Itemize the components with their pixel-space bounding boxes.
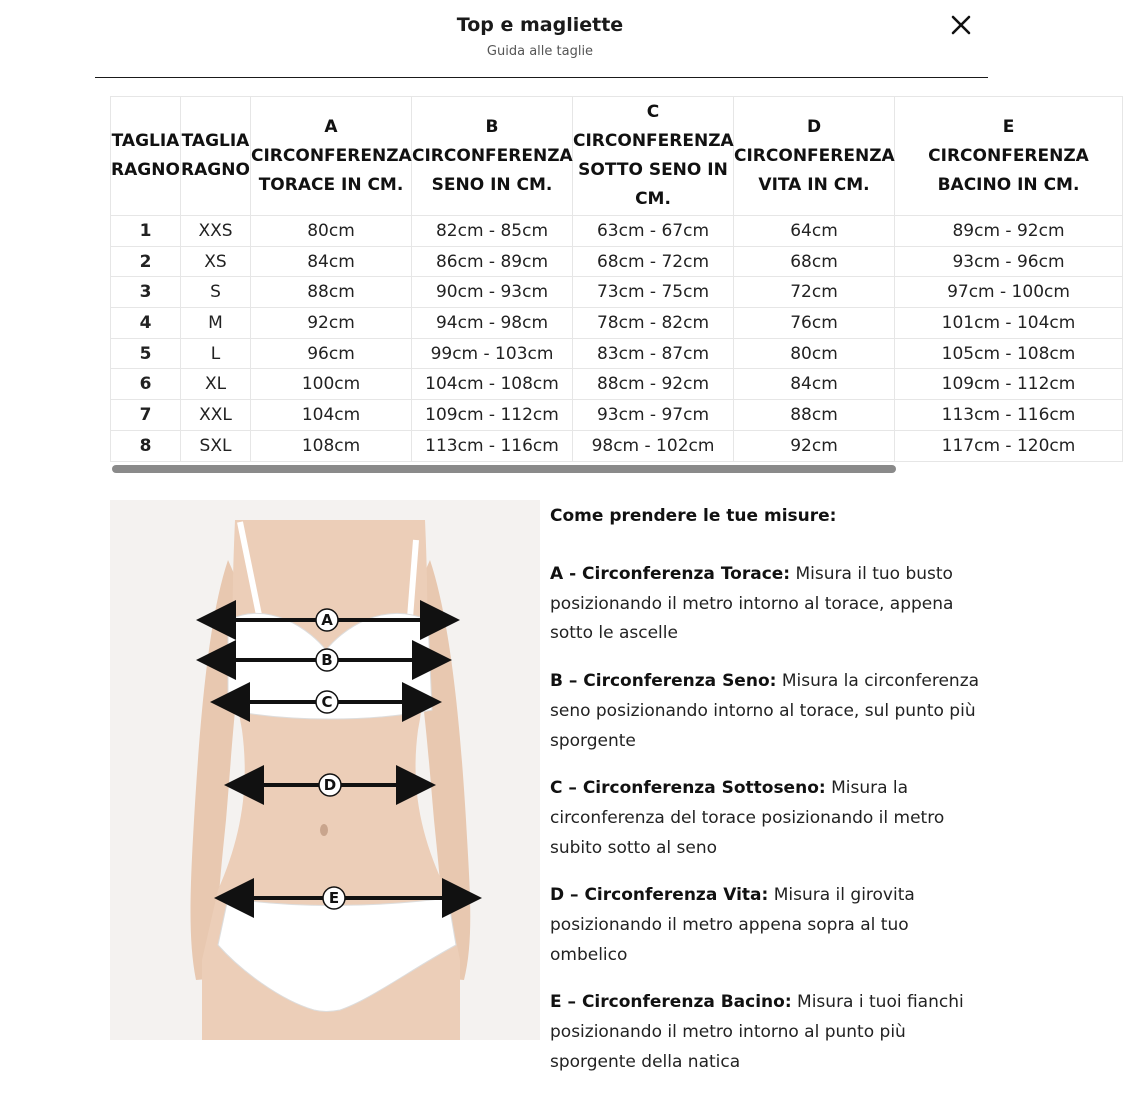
table-cell: 64cm	[734, 216, 895, 247]
header-divider	[95, 77, 988, 78]
measurement-figure	[110, 500, 540, 1040]
table-cell: 80cm	[734, 338, 895, 369]
marker-e-label: E	[328, 889, 340, 907]
marker-c-label: C	[321, 693, 333, 711]
table-cell: SXL	[181, 430, 251, 461]
table-cell: 92cm	[251, 308, 412, 339]
table-cell: 84cm	[734, 369, 895, 400]
table-cell: L	[181, 338, 251, 369]
navel	[320, 824, 328, 836]
table-cell: 6	[111, 369, 181, 400]
table-cell: XXL	[181, 400, 251, 431]
table-cell: 82cm - 85cm	[412, 216, 573, 247]
table-cell: 93cm - 96cm	[895, 246, 1123, 277]
modal-header	[0, 0, 1080, 78]
guide-item-d	[550, 881, 980, 970]
table-cell: 4	[111, 308, 181, 339]
table-cell: 88cm	[251, 277, 412, 308]
table-cell: 92cm	[734, 430, 895, 461]
guide-item-e	[550, 988, 980, 1077]
guide-item-text: Misura i tuoi fianchi posizionando il metro intorno al punto più sporgente della natica	[550, 992, 964, 1072]
table-body	[111, 216, 1123, 462]
table-cell: 113cm - 116cm	[412, 430, 573, 461]
table-row	[111, 308, 1123, 339]
modal-subtitle: Guida alle taglie	[486, 44, 594, 59]
guide-item-c	[550, 774, 980, 863]
header-bacino: E CIRCONFERENZA BACINO IN CM.	[895, 97, 1123, 216]
table-cell: 83cm - 87cm	[573, 338, 734, 369]
table-cell: S	[181, 277, 251, 308]
table-cell: 80cm	[251, 216, 412, 247]
table-cell: 108cm	[251, 430, 412, 461]
table-header-row	[111, 97, 1123, 216]
guide-item-text: Misura il tuo busto posizionando il metro intorno al torace, appena sotto le ascelle	[550, 564, 954, 644]
table-cell: 68cm - 72cm	[573, 246, 734, 277]
table-row	[111, 369, 1123, 400]
horizontal-scrollbar[interactable]	[112, 465, 896, 473]
guide-item-text: Misura la circonferenza seno posizionando intorno al torace, sul punto più sporgente	[550, 671, 980, 751]
guide-item-label: A - Circonferenza Torace:	[550, 564, 791, 584]
table-cell: 5	[111, 338, 181, 369]
size-table	[110, 96, 1123, 462]
table-cell: XXS	[181, 216, 251, 247]
table-cell: XS	[181, 246, 251, 277]
table-cell: 89cm - 92cm	[895, 216, 1123, 247]
table-cell: 104cm - 108cm	[412, 369, 573, 400]
table-cell: 101cm - 104cm	[895, 308, 1123, 339]
table-cell: 1	[111, 216, 181, 247]
table-cell: 97cm - 100cm	[895, 277, 1123, 308]
header-seno: B CIRCONFERENZA SENO IN CM.	[412, 97, 573, 216]
table-cell: 63cm - 67cm	[573, 216, 734, 247]
table-cell: 105cm - 108cm	[895, 338, 1123, 369]
table-cell: 3	[111, 277, 181, 308]
table-cell: 96cm	[251, 338, 412, 369]
table-cell: 90cm - 93cm	[412, 277, 573, 308]
table-cell: 2	[111, 246, 181, 277]
header-vita: D CIRCONFERENZA VITA IN CM.	[734, 97, 895, 216]
table-row	[111, 246, 1123, 277]
measurement-guide	[550, 502, 980, 1096]
table-row	[111, 216, 1123, 247]
table-row	[111, 277, 1123, 308]
marker-a-label: A	[321, 611, 333, 629]
table-cell: 72cm	[734, 277, 895, 308]
table-cell: 117cm - 120cm	[895, 430, 1123, 461]
guide-item-text: Misura il girovita posizionando il metro appena sopra al tuo ombelico	[550, 885, 915, 965]
table-cell: 113cm - 116cm	[895, 400, 1123, 431]
table-cell: 98cm - 102cm	[573, 430, 734, 461]
guide-title: Come prendere le tue misure:	[550, 506, 837, 526]
header-taglia-ragno: TAGLIA RAGNO	[111, 97, 181, 216]
guide-item-label: C – Circonferenza Sottoseno:	[550, 778, 826, 799]
guide-item-label: B – Circonferenza Seno:	[550, 671, 777, 692]
table-cell: 7	[111, 400, 181, 431]
modal-title: Top e magliette	[456, 14, 624, 36]
header-sotto-seno: C CIRCONFERENZA SOTTO SENO IN CM.	[573, 97, 734, 216]
table-cell: 73cm - 75cm	[573, 277, 734, 308]
body-measurement-illustration	[110, 500, 540, 1040]
guide-item-text: Misura la circonferenza del torace posizionando il metro subito sotto al seno	[550, 778, 945, 858]
table-cell: 104cm	[251, 400, 412, 431]
table-cell: 99cm - 103cm	[412, 338, 573, 369]
table-cell: 93cm - 97cm	[573, 400, 734, 431]
header-taglia-ragno-letter: TAGLIA RAGNO	[181, 97, 251, 216]
close-button[interactable]	[946, 12, 976, 40]
table-cell: 86cm - 89cm	[412, 246, 573, 277]
table-cell: 100cm	[251, 369, 412, 400]
table-row	[111, 338, 1123, 369]
table-cell: 88cm	[734, 400, 895, 431]
table-cell: 109cm - 112cm	[895, 369, 1123, 400]
table-cell: 88cm - 92cm	[573, 369, 734, 400]
table-cell: 76cm	[734, 308, 895, 339]
table-cell: 109cm - 112cm	[412, 400, 573, 431]
table-cell: 8	[111, 430, 181, 461]
table-cell: M	[181, 308, 251, 339]
guide-item-label: D – Circonferenza Vita:	[550, 885, 769, 906]
size-table-scroll-area[interactable]	[110, 96, 1089, 466]
guide-item-label: E – Circonferenza Bacino:	[550, 992, 792, 1013]
table-cell: 78cm - 82cm	[573, 308, 734, 339]
marker-d-label: D	[323, 776, 337, 794]
close-icon	[946, 12, 976, 40]
guide-item-b	[550, 667, 980, 756]
table-row	[111, 430, 1123, 461]
table-cell: 68cm	[734, 246, 895, 277]
header-torace: A CIRCONFERENZA TORACE IN CM.	[251, 97, 412, 216]
table-cell: 94cm - 98cm	[412, 308, 573, 339]
marker-b-label: B	[321, 651, 333, 669]
table-row	[111, 400, 1123, 431]
guide-item-a	[550, 560, 980, 649]
table-cell: 84cm	[251, 246, 412, 277]
table-cell: XL	[181, 369, 251, 400]
